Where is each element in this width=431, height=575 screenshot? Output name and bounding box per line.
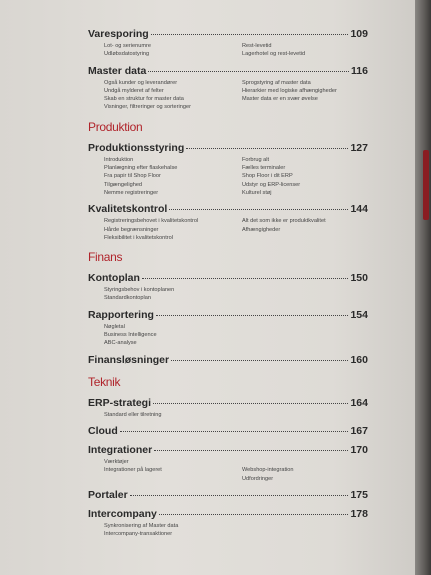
subtopic-item: Styringsbehov i kontoplanen [104, 287, 175, 294]
toc-entry-header [88, 444, 368, 457]
chapter-title: Integrationer [88, 443, 153, 456]
subtopic-item [242, 458, 368, 466]
toc-entry-header [88, 309, 368, 322]
toc-entry-produktionsstyring[interactable] [88, 142, 368, 197]
subtopic-item [242, 331, 368, 339]
subtopic-list [88, 411, 368, 419]
dot-leader [171, 360, 348, 361]
page-number: 170 [350, 443, 368, 456]
toc-entry-varesporing[interactable] [88, 28, 368, 59]
subtopic-item: Synkronisering af Master data [104, 522, 179, 529]
subtopic-item: Webshop-integration [242, 467, 294, 474]
subtopic-item [242, 286, 368, 294]
subtopic-item: Værktøjer [104, 458, 129, 465]
subtopic-item: Udstyr og ERP-licenser [242, 181, 301, 188]
subtopic-list [88, 42, 368, 59]
bookmark-ribbon [423, 150, 429, 220]
dot-leader [142, 278, 349, 279]
subtopic-item: Lagerhotel og rest-levetid [242, 51, 306, 58]
subtopic-item [242, 294, 368, 302]
toc-entry-rapportering[interactable] [88, 309, 368, 348]
page-number: 116 [351, 64, 368, 77]
toc-entry-header [88, 489, 368, 502]
chapter-title: ERP-strategi [88, 396, 152, 409]
subtopic-item: Registreringsbehovet i kvalitetskontrol [104, 218, 199, 225]
dot-leader [169, 209, 348, 210]
page-number: 127 [350, 141, 368, 154]
subtopic-item [104, 475, 236, 483]
subtopic-item [242, 339, 368, 347]
section-heading-produktion: Produktion [88, 119, 143, 134]
dot-leader [186, 148, 348, 149]
toc-entry-integrationer[interactable] [88, 444, 368, 483]
subtopic-list [88, 79, 368, 112]
chapter-title: Cloud [88, 424, 118, 437]
page-number: 164 [350, 396, 368, 409]
subtopic-item: Nemme registreringer [104, 189, 159, 196]
subtopic-item: Business Intelligence [104, 332, 157, 339]
subtopic-item [242, 530, 368, 538]
subtopic-item: Fleksibilitet i kvalitetskontrol [104, 234, 174, 241]
dot-leader [156, 315, 349, 316]
subtopic-item [242, 522, 368, 530]
toc-entry-header [88, 203, 368, 216]
chapter-title: Varesporing [88, 28, 149, 40]
page-number: 160 [350, 353, 368, 366]
subtopic-item: Introduktion [104, 156, 134, 163]
toc-entry-kontoplan[interactable] [88, 272, 368, 303]
subtopic-item: Integrationer på lageret [104, 467, 162, 474]
book-edge [415, 0, 431, 575]
subtopic-item: Nøgletal [104, 323, 125, 330]
subtopic-list [88, 286, 368, 303]
toc-entry-cloud[interactable] [88, 425, 368, 438]
subtopic-item: Fra papir til Shop Floor [104, 173, 161, 180]
toc-entry-master-data[interactable] [88, 65, 368, 112]
page-number: 178 [350, 507, 368, 520]
subtopic-list [88, 522, 368, 539]
subtopic-item: Fælles terminaler [242, 165, 286, 172]
toc-entry-header [88, 272, 368, 285]
subtopic-item: Hierarkier med logiske afhængigheder [242, 87, 337, 94]
toc-entry-header [88, 65, 368, 78]
toc-entry-header [88, 354, 368, 367]
subtopic-item: Afhængigheder [242, 226, 281, 233]
subtopic-item [242, 411, 368, 419]
page-number: 154 [350, 308, 368, 321]
chapter-title: Rapportering [88, 308, 154, 321]
chapter-title: Kontoplan [88, 272, 140, 285]
table-of-contents [88, 28, 368, 544]
subtopic-item: Alt det som ikke er produktkvalitet [242, 218, 326, 225]
subtopic-item: Tilgængelighed [104, 181, 143, 188]
subtopic-item: Undgå mylderet af felter [104, 87, 164, 94]
subtopic-list [88, 156, 368, 197]
chapter-title: Intercompany [88, 507, 157, 520]
dot-leader [154, 450, 348, 451]
toc-entry-header [88, 142, 368, 155]
section-heading-teknik: Teknik [88, 374, 121, 389]
subtopic-item: Kulturel støj [242, 189, 272, 196]
toc-entry-portaler[interactable] [88, 489, 368, 502]
subtopic-item: Sprogstyring af master data [242, 79, 311, 86]
toc-entry-header [88, 425, 368, 438]
subtopic-item [242, 323, 368, 331]
subtopic-item: Planlægning efter flaskehalse [104, 165, 178, 172]
subtopic-list [88, 217, 368, 242]
chapter-title: Portaler [88, 488, 128, 501]
toc-entry-header [88, 508, 368, 521]
toc-entry-finansl-sninger[interactable] [88, 354, 368, 367]
subtopic-item: Shop Floor i dit ERP [242, 173, 293, 180]
subtopic-item: Visninger, filtreringer og sorteringer [104, 104, 191, 111]
page-number: 109 [350, 28, 368, 40]
page-number: 175 [350, 488, 368, 501]
subtopic-item: Standard eller tilretning [104, 411, 162, 418]
dot-leader [148, 71, 349, 72]
toc-entry-header [88, 28, 368, 41]
subtopic-item: ABC-analyse [104, 340, 137, 347]
chapter-title: Master data [88, 64, 147, 77]
chapter-title: Kvalitetskontrol [88, 203, 168, 216]
page-number: 144 [350, 203, 368, 216]
toc-entry-intercompany[interactable] [88, 508, 368, 539]
dot-leader [159, 514, 349, 515]
subtopic-item: Intercompany-transaktioner [104, 531, 173, 538]
section-heading-finans: Finans [88, 250, 123, 265]
chapter-title: Produktionsstyring [88, 141, 185, 154]
subtopic-item: Rest-levetid [242, 43, 272, 49]
dot-leader [153, 403, 348, 404]
subtopic-item [242, 234, 368, 242]
toc-entry-kvalitetskontrol[interactable] [88, 203, 368, 242]
subtopic-item: Skab en struktur for master data [104, 96, 184, 103]
dot-leader [151, 34, 349, 35]
subtopic-item: Lot- og serienumre [104, 43, 151, 49]
page-number: 150 [350, 272, 368, 285]
subtopic-item: Hårde begrænsninger [104, 226, 159, 233]
chapter-title: Finansløsninger [88, 353, 170, 366]
subtopic-item: Forbrug alt [242, 156, 270, 163]
subtopic-list [88, 458, 368, 483]
subtopic-item: Også kunder og leverandører [104, 79, 178, 86]
dot-leader [130, 495, 349, 496]
dot-leader [120, 431, 349, 432]
toc-entry-erp-strategi[interactable] [88, 397, 368, 419]
page-number: 167 [350, 424, 368, 437]
subtopic-item: Master data er en svær øvelse [242, 96, 318, 103]
subtopic-item: Udløbsdatostyring [104, 51, 150, 58]
subtopic-item: Standardkontoplan [104, 295, 151, 302]
subtopic-item [242, 103, 368, 111]
subtopic-item: Udfordringer [242, 475, 274, 482]
toc-entry-header [88, 397, 368, 410]
subtopic-list [88, 323, 368, 348]
